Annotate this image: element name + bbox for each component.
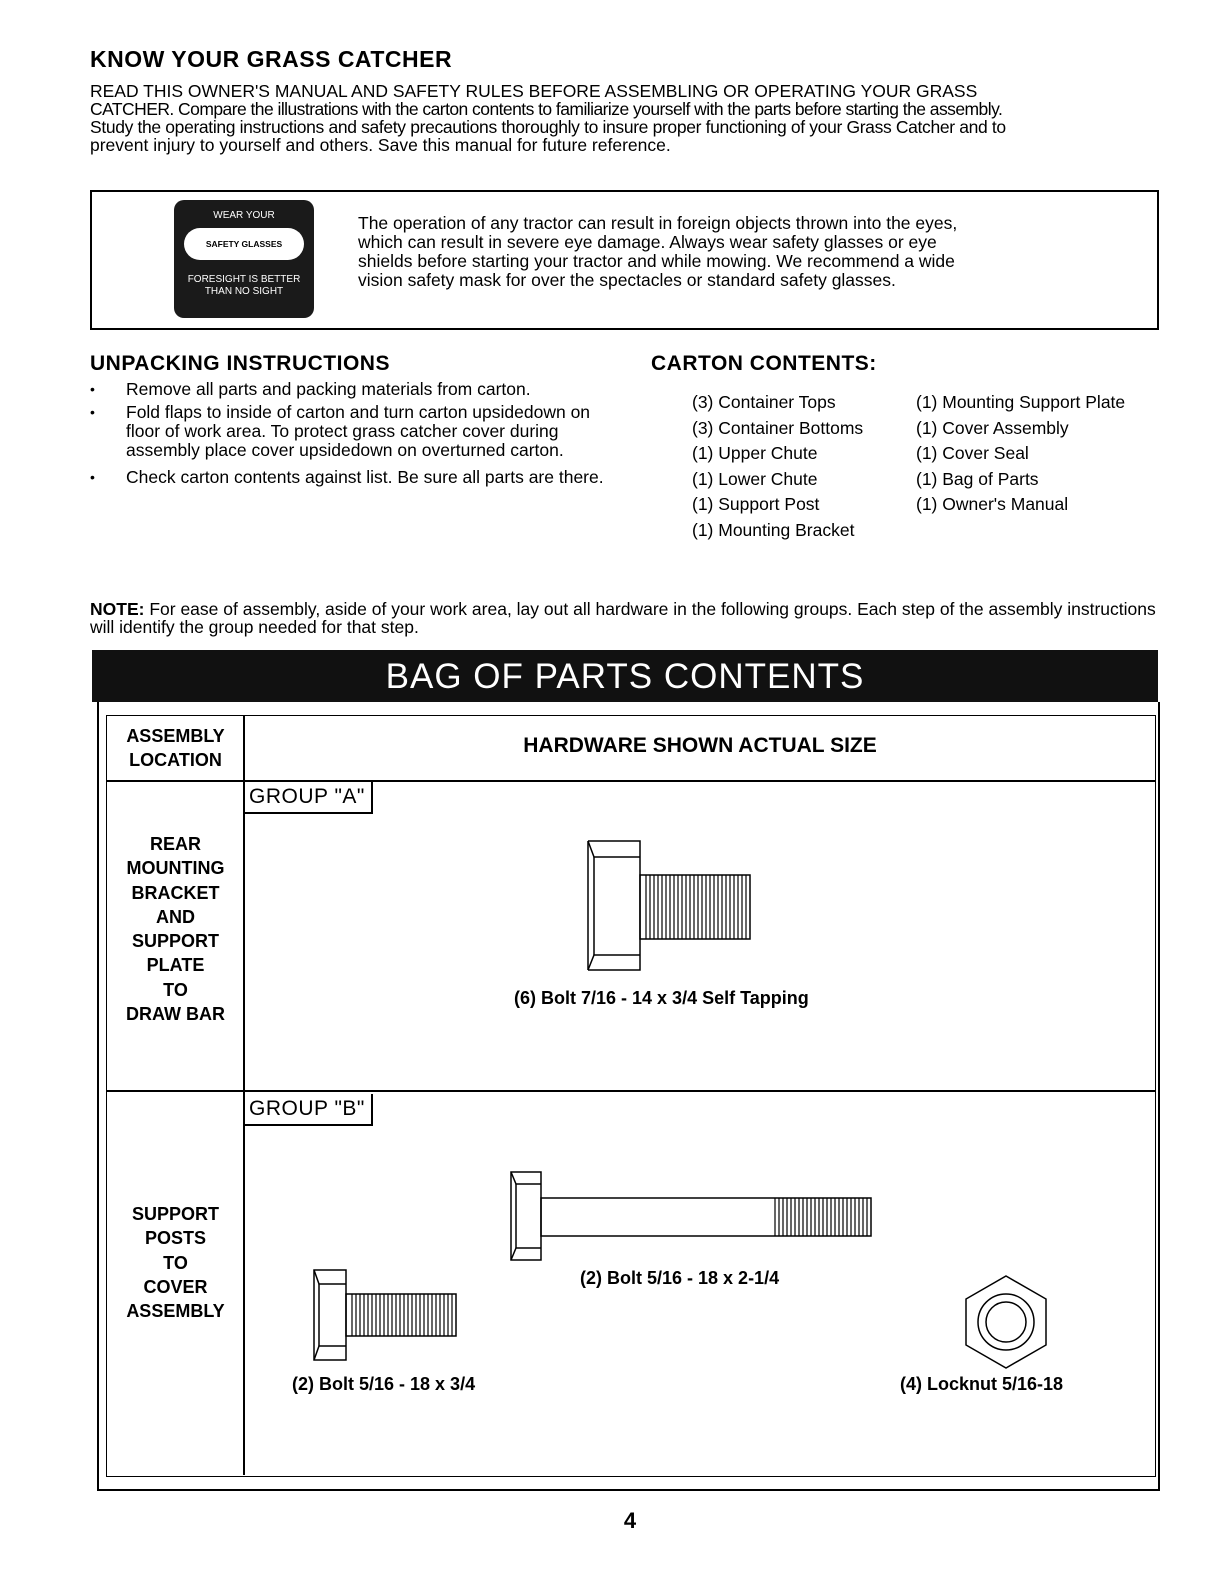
safety-warning-text	[358, 214, 1078, 290]
safety-line: shields before starting your tractor and while mowing. We recommend a wide	[358, 251, 955, 271]
list-item: • Fold flaps to inside of carton and turn carton upsidedown on floor of work area. To protect grass catcher cover during assembly place cover upsidedown on overturned carton.	[90, 403, 610, 460]
bolt-short-illustration	[310, 1266, 460, 1366]
intro-line: prevent injury to yourself and others. Save this manual for future reference.	[90, 135, 671, 155]
safety-line: which can result in severe eye damage. Always wear safety glasses or eye	[358, 232, 937, 252]
bolt-long-caption: (2) Bolt 5/16 - 18 x 2-1/4	[580, 1268, 780, 1288]
header-line: LOCATION	[129, 750, 222, 770]
header-line: ASSEMBLY	[126, 726, 225, 746]
list-item: (3) Container Bottoms	[692, 417, 864, 438]
group-a-label: GROUP "A"	[245, 782, 373, 814]
badge-line: FORESIGHT IS BETTER	[187, 274, 301, 285]
safety-line: vision safety mask for over the spectacles or standard safety glasses.	[358, 270, 896, 290]
location-line: MOUNTING	[126, 858, 225, 879]
location-line: SUPPORT	[131, 1204, 219, 1224]
location-line: TO	[163, 979, 188, 1000]
list-item: (3) Container Tops	[692, 392, 836, 412]
group-b-location	[108, 1202, 243, 1323]
list-item: (1) Mounting Bracket	[692, 519, 855, 540]
list-item: (1) Bag of Parts	[916, 468, 1039, 489]
location-line: AND	[156, 906, 195, 927]
group-a-location	[108, 832, 243, 1026]
safety-glasses-icon	[184, 228, 304, 260]
list-item: (1) Lower Chute	[692, 468, 818, 489]
carton-list-right	[916, 390, 1125, 518]
note-text: For ease of assembly, aside of your work area, lay out all hardware in the following groups. Each step of the assembly instructions will identify the group needed for that step.	[90, 599, 1156, 637]
location-line: BRACKET	[131, 882, 220, 903]
bolt-short-caption: (2) Bolt 5/16 - 18 x 3/4	[292, 1374, 476, 1394]
location-line: SUPPORT	[131, 931, 219, 952]
location-line: COVER	[143, 1276, 208, 1297]
location-line: DRAW BAR	[126, 1004, 225, 1025]
carton-list-left	[692, 390, 863, 543]
group-b-label: GROUP "B"	[245, 1094, 373, 1126]
badge-line: SAFETY GLASSES	[205, 239, 283, 249]
location-line: POSTS	[144, 1228, 206, 1249]
list-item: • Remove all parts and packing materials from carton.	[90, 380, 610, 399]
list-item: • Check carton contents against list. Be sure all parts are there.	[90, 468, 610, 487]
list-item: (1) Mounting Support Plate	[916, 392, 1126, 412]
badge-line: WEAR YOUR	[213, 210, 275, 221]
locknut-caption: (4) Locknut 5/16-18	[900, 1374, 1064, 1394]
list-item: (1) Upper Chute	[692, 443, 818, 463]
badge-slogan	[174, 274, 314, 298]
carton-contents-title: CARTON CONTENTS:	[651, 352, 877, 375]
unpacking-title: UNPACKING INSTRUCTIONS	[90, 352, 390, 375]
bag-of-parts-banner: BAG OF PARTS CONTENTS	[92, 650, 1158, 702]
bolt-7-16-illustration	[580, 835, 760, 975]
group-divider	[106, 1090, 1156, 1092]
intro-line: CATCHER. Compare the illustrations with the carton contents to familiarize yourself with the parts before starting the assembly.	[90, 99, 1003, 119]
note-label: NOTE:	[90, 599, 145, 619]
safety-glasses-badge	[174, 200, 314, 318]
location-line: ASSEMBLY	[126, 1301, 225, 1322]
location-line: REAR	[149, 834, 201, 854]
safety-notice-box	[90, 190, 1159, 330]
unpacking-list	[90, 380, 610, 491]
bolt-long-illustration	[505, 1168, 880, 1266]
assembly-note	[90, 600, 1165, 636]
list-item: (1) Cover Assembly	[916, 417, 1069, 438]
locknut-illustration	[956, 1272, 1056, 1372]
location-line: TO	[163, 1252, 188, 1273]
list-item: (1) Cover Seal	[916, 443, 1029, 463]
page-number: 4	[623, 1508, 637, 1533]
badge-line: THAN NO SIGHT	[204, 286, 284, 297]
safety-line: The operation of any tractor can result in foreign objects thrown into the eyes,	[358, 213, 958, 233]
page-heading: KNOW YOUR GRASS CATCHER	[90, 46, 453, 72]
intro-line: Study the operating instructions and safety precautions thoroughly to insure proper functioning of your Grass Catcher and to	[90, 117, 1006, 137]
intro-line: READ THIS OWNER'S MANUAL AND SAFETY RULES BEFORE ASSEMBLING OR OPERATING YOUR GRASS	[90, 81, 978, 101]
assembly-location-header	[108, 724, 243, 772]
list-item: (1) Support Post	[692, 494, 820, 514]
intro-paragraph	[90, 82, 1165, 154]
list-item: (1) Owner's Manual	[916, 494, 1069, 514]
hardware-header: HARDWARE SHOWN ACTUAL SIZE	[523, 734, 877, 757]
bolt-7-16-caption: (6) Bolt 7/16 - 14 x 3/4 Self Tapping	[514, 988, 809, 1008]
location-line: PLATE	[146, 955, 205, 976]
